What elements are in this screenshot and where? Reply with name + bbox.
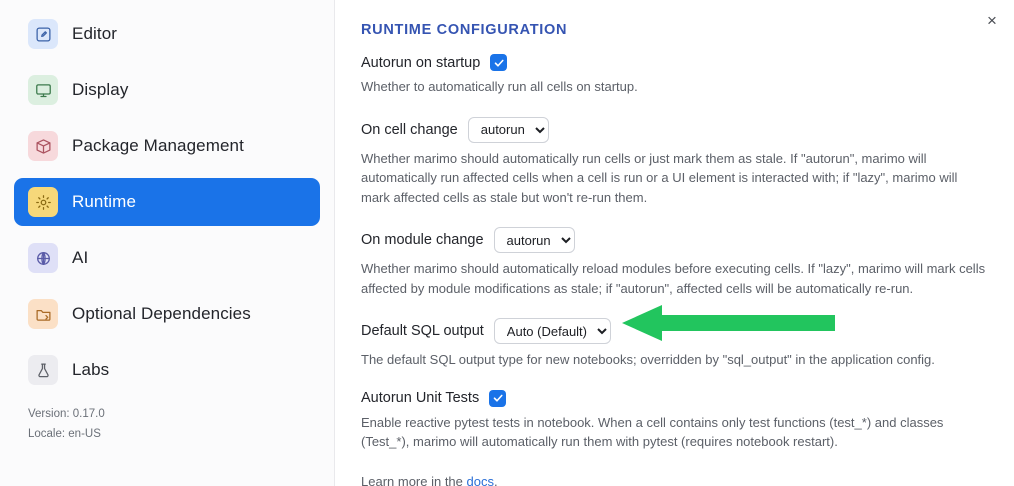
gear-icon <box>28 187 58 217</box>
on-module-change-description: Whether marimo should automatically reload modules before executing cells. If "lazy", marimo will mark cells affected by module modifications as stale; if "autorun", affected cells will be automatically re-run. <box>361 261 986 296</box>
autorun-unit-tests-description: Enable reactive pytest tests in notebook. When a cell contains only test functions (test_*) and classes (Test_*), marimo will automatically run them with pytest (requires notebook restart). <box>361 414 944 449</box>
autorun-on-startup-label: Autorun on startup <box>361 54 481 71</box>
runtime-configuration-panel <box>335 0 1014 486</box>
autorun-on-startup-description: Whether to automatically run all cells on startup. <box>361 79 638 94</box>
sidebar-item-label: Package Management <box>72 136 244 155</box>
version-text: Version: 0.17.0 <box>28 408 105 420</box>
folder-icon <box>28 299 58 329</box>
sidebar-footer <box>28 404 105 444</box>
on-cell-change-description: Whether marimo should automatically run cells or just mark them as stale. If "autorun", marimo will automatically run affected cells when a cell is run or a UI element is interacted with; if "lazy", marimo will mark affected cells as stale but won't re-run them. <box>361 150 958 205</box>
autorun-on-startup-checkbox[interactable] <box>490 54 507 71</box>
close-icon[interactable]: × <box>987 10 997 30</box>
sidebar-item-runtime[interactable] <box>14 178 320 226</box>
sidebar-item-display[interactable] <box>14 66 320 114</box>
setting-autorun-unit-tests <box>361 390 988 407</box>
sidebar-item-ai[interactable] <box>14 234 320 282</box>
autorun-unit-tests-checkbox[interactable] <box>489 390 506 407</box>
sidebar-item-label: AI <box>72 248 89 267</box>
on-module-change-label: On module change <box>361 232 484 248</box>
monitor-icon <box>28 75 58 105</box>
docs-link[interactable]: docs <box>466 473 494 486</box>
sidebar-item-labs[interactable] <box>14 346 320 394</box>
flask-icon <box>28 355 58 385</box>
sidebar-item-label: Labs <box>72 360 110 379</box>
package-box-icon <box>28 131 58 161</box>
sidebar-item-label: Display <box>72 80 129 99</box>
setting-default-sql-output <box>361 318 988 344</box>
sparkle-globe-icon <box>28 243 58 273</box>
sidebar-item-package-management[interactable] <box>14 122 320 170</box>
default-sql-output-description: The default SQL output type for new notebooks; overridden by "sql_output" in the application config. <box>361 352 935 367</box>
sidebar-item-optional-dependencies[interactable] <box>14 290 320 338</box>
setting-on-cell-change <box>361 117 988 143</box>
on-cell-change-label: On cell change <box>361 121 458 138</box>
default-sql-output-label: Default SQL output <box>361 323 484 339</box>
locale-text: Locale: en-US <box>28 428 101 440</box>
sidebar-item-label: Optional Dependencies <box>72 304 251 323</box>
learn-more-suffix: . <box>493 473 498 486</box>
on-module-change-select[interactable] <box>494 227 575 253</box>
on-cell-change-select[interactable] <box>468 117 549 143</box>
learn-more-prefix: Learn more in the <box>361 473 467 486</box>
sidebar-item-label: Runtime <box>72 192 137 211</box>
default-sql-output-select[interactable] <box>494 318 611 344</box>
autorun-unit-tests-label: Autorun Unit Tests <box>361 390 480 406</box>
pencil-square-icon <box>28 19 58 49</box>
page-title: RUNTIME CONFIGURATION <box>361 22 568 38</box>
setting-on-module-change <box>361 227 988 253</box>
settings-sidebar <box>0 0 335 486</box>
learn-more-text <box>361 474 988 486</box>
setting-autorun-on-startup <box>361 54 988 71</box>
sidebar-item-label: Editor <box>72 24 118 43</box>
sidebar-item-editor[interactable] <box>14 10 320 58</box>
